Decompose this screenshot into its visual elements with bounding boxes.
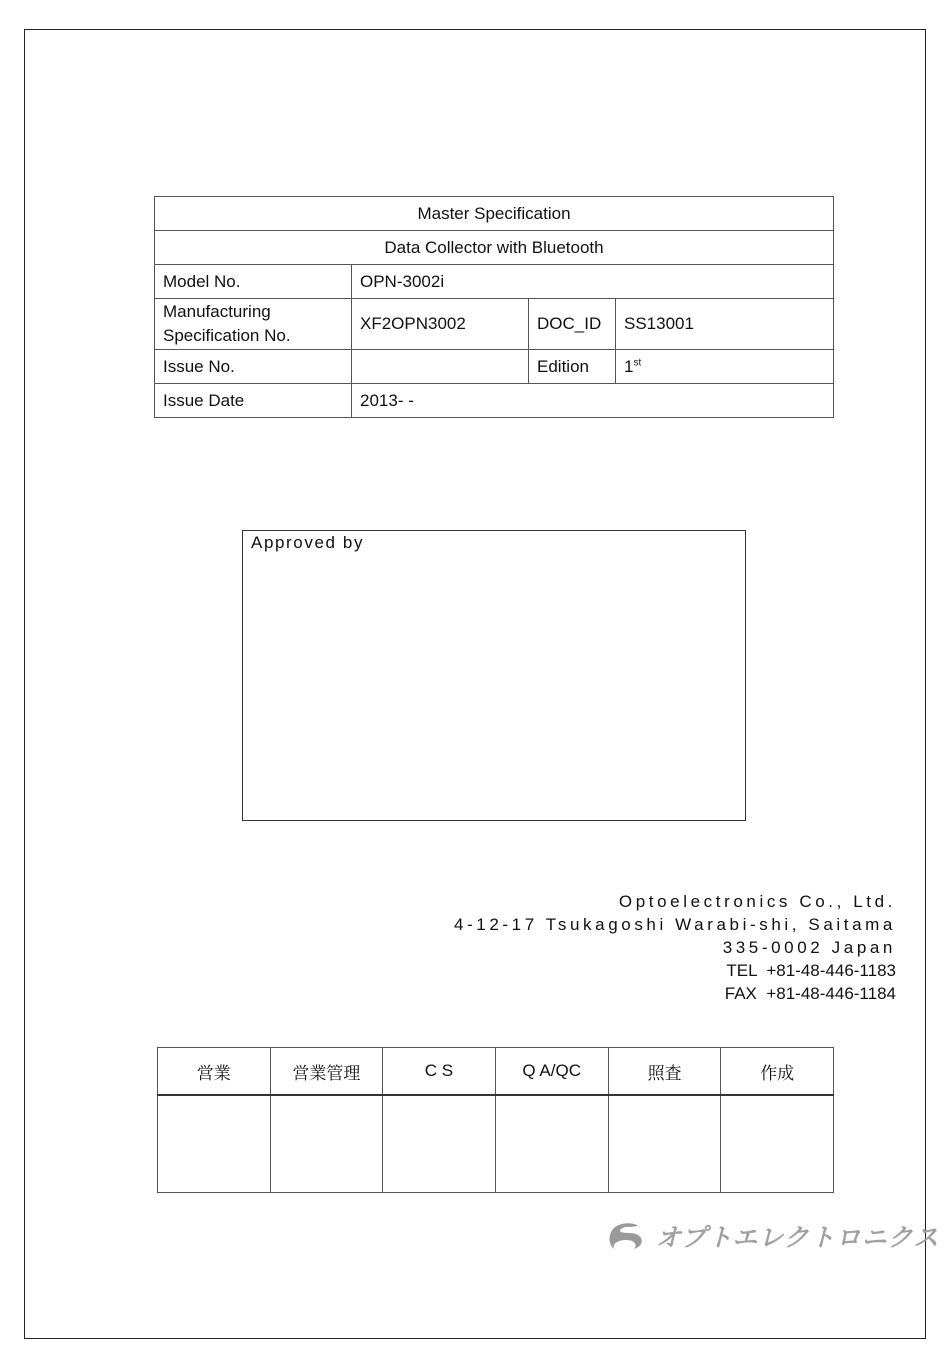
edition-suffix: st: [633, 356, 642, 368]
doc-id-value: SS13001: [616, 299, 834, 350]
approval-box: [242, 530, 746, 821]
model-value: OPN-3002i: [352, 265, 834, 299]
address-line-1: 4-12-17 Tsukagoshi Warabi-shi, Saitama: [453, 915, 896, 934]
stamp-cell-check: [608, 1095, 721, 1193]
stamp-header-cs: C S: [383, 1048, 495, 1096]
doc-id-label: DOC_ID: [529, 299, 616, 350]
approved-by-label: Approved by: [251, 533, 365, 552]
company-logo: [608, 1218, 940, 1254]
stamp-header-check: 照査: [608, 1048, 721, 1096]
issue-no-label: Issue No.: [155, 350, 352, 384]
issue-date-label: Issue Date: [155, 384, 352, 418]
mfg-spec-label: [155, 299, 352, 350]
edition-number: 1: [624, 356, 634, 376]
stamp-cell-prepared: [721, 1095, 834, 1193]
stamp-cell-sales-management: [270, 1095, 383, 1193]
edition-label: Edition: [529, 350, 616, 384]
stamp-header-qa-qc: Q A/QC: [495, 1048, 608, 1096]
stamp-header-sales: 営業: [158, 1048, 271, 1096]
master-spec-table: [154, 196, 834, 418]
stamp-cell-qa-qc: [495, 1095, 608, 1193]
model-label: Model No.: [155, 265, 352, 299]
stamp-cell-cs: [383, 1095, 495, 1193]
edition-value: [616, 350, 834, 384]
mfg-spec-label-line1: Manufacturing: [163, 302, 271, 321]
company-name: Optoelectronics Co., Ltd.: [618, 892, 896, 911]
company-address-block: [454, 890, 896, 1005]
optoelectronics-logo-icon: [608, 1222, 646, 1250]
issue-date-value: 2013- -: [352, 384, 834, 418]
approval-stamp-table: [157, 1047, 834, 1193]
fax: FAX +81-48-446-1184: [724, 984, 896, 1003]
mfg-spec-value: XF2OPN3002: [352, 299, 529, 350]
issue-no-value: [352, 350, 529, 384]
spec-title: Master Specification: [155, 197, 834, 231]
stamp-cell-sales: [158, 1095, 271, 1193]
stamp-header-prepared: 作成: [721, 1048, 834, 1096]
address-line-2: 335-0002 Japan: [722, 938, 896, 957]
mfg-spec-label-line2: Specification No.: [163, 326, 291, 345]
telephone: TEL +81-48-446-1183: [726, 961, 896, 980]
stamp-header-sales-management: 営業管理: [270, 1048, 383, 1096]
logo-text: オプトエレクトロニクス: [656, 1224, 940, 1252]
spec-subtitle: Data Collector with Bluetooth: [155, 231, 834, 265]
